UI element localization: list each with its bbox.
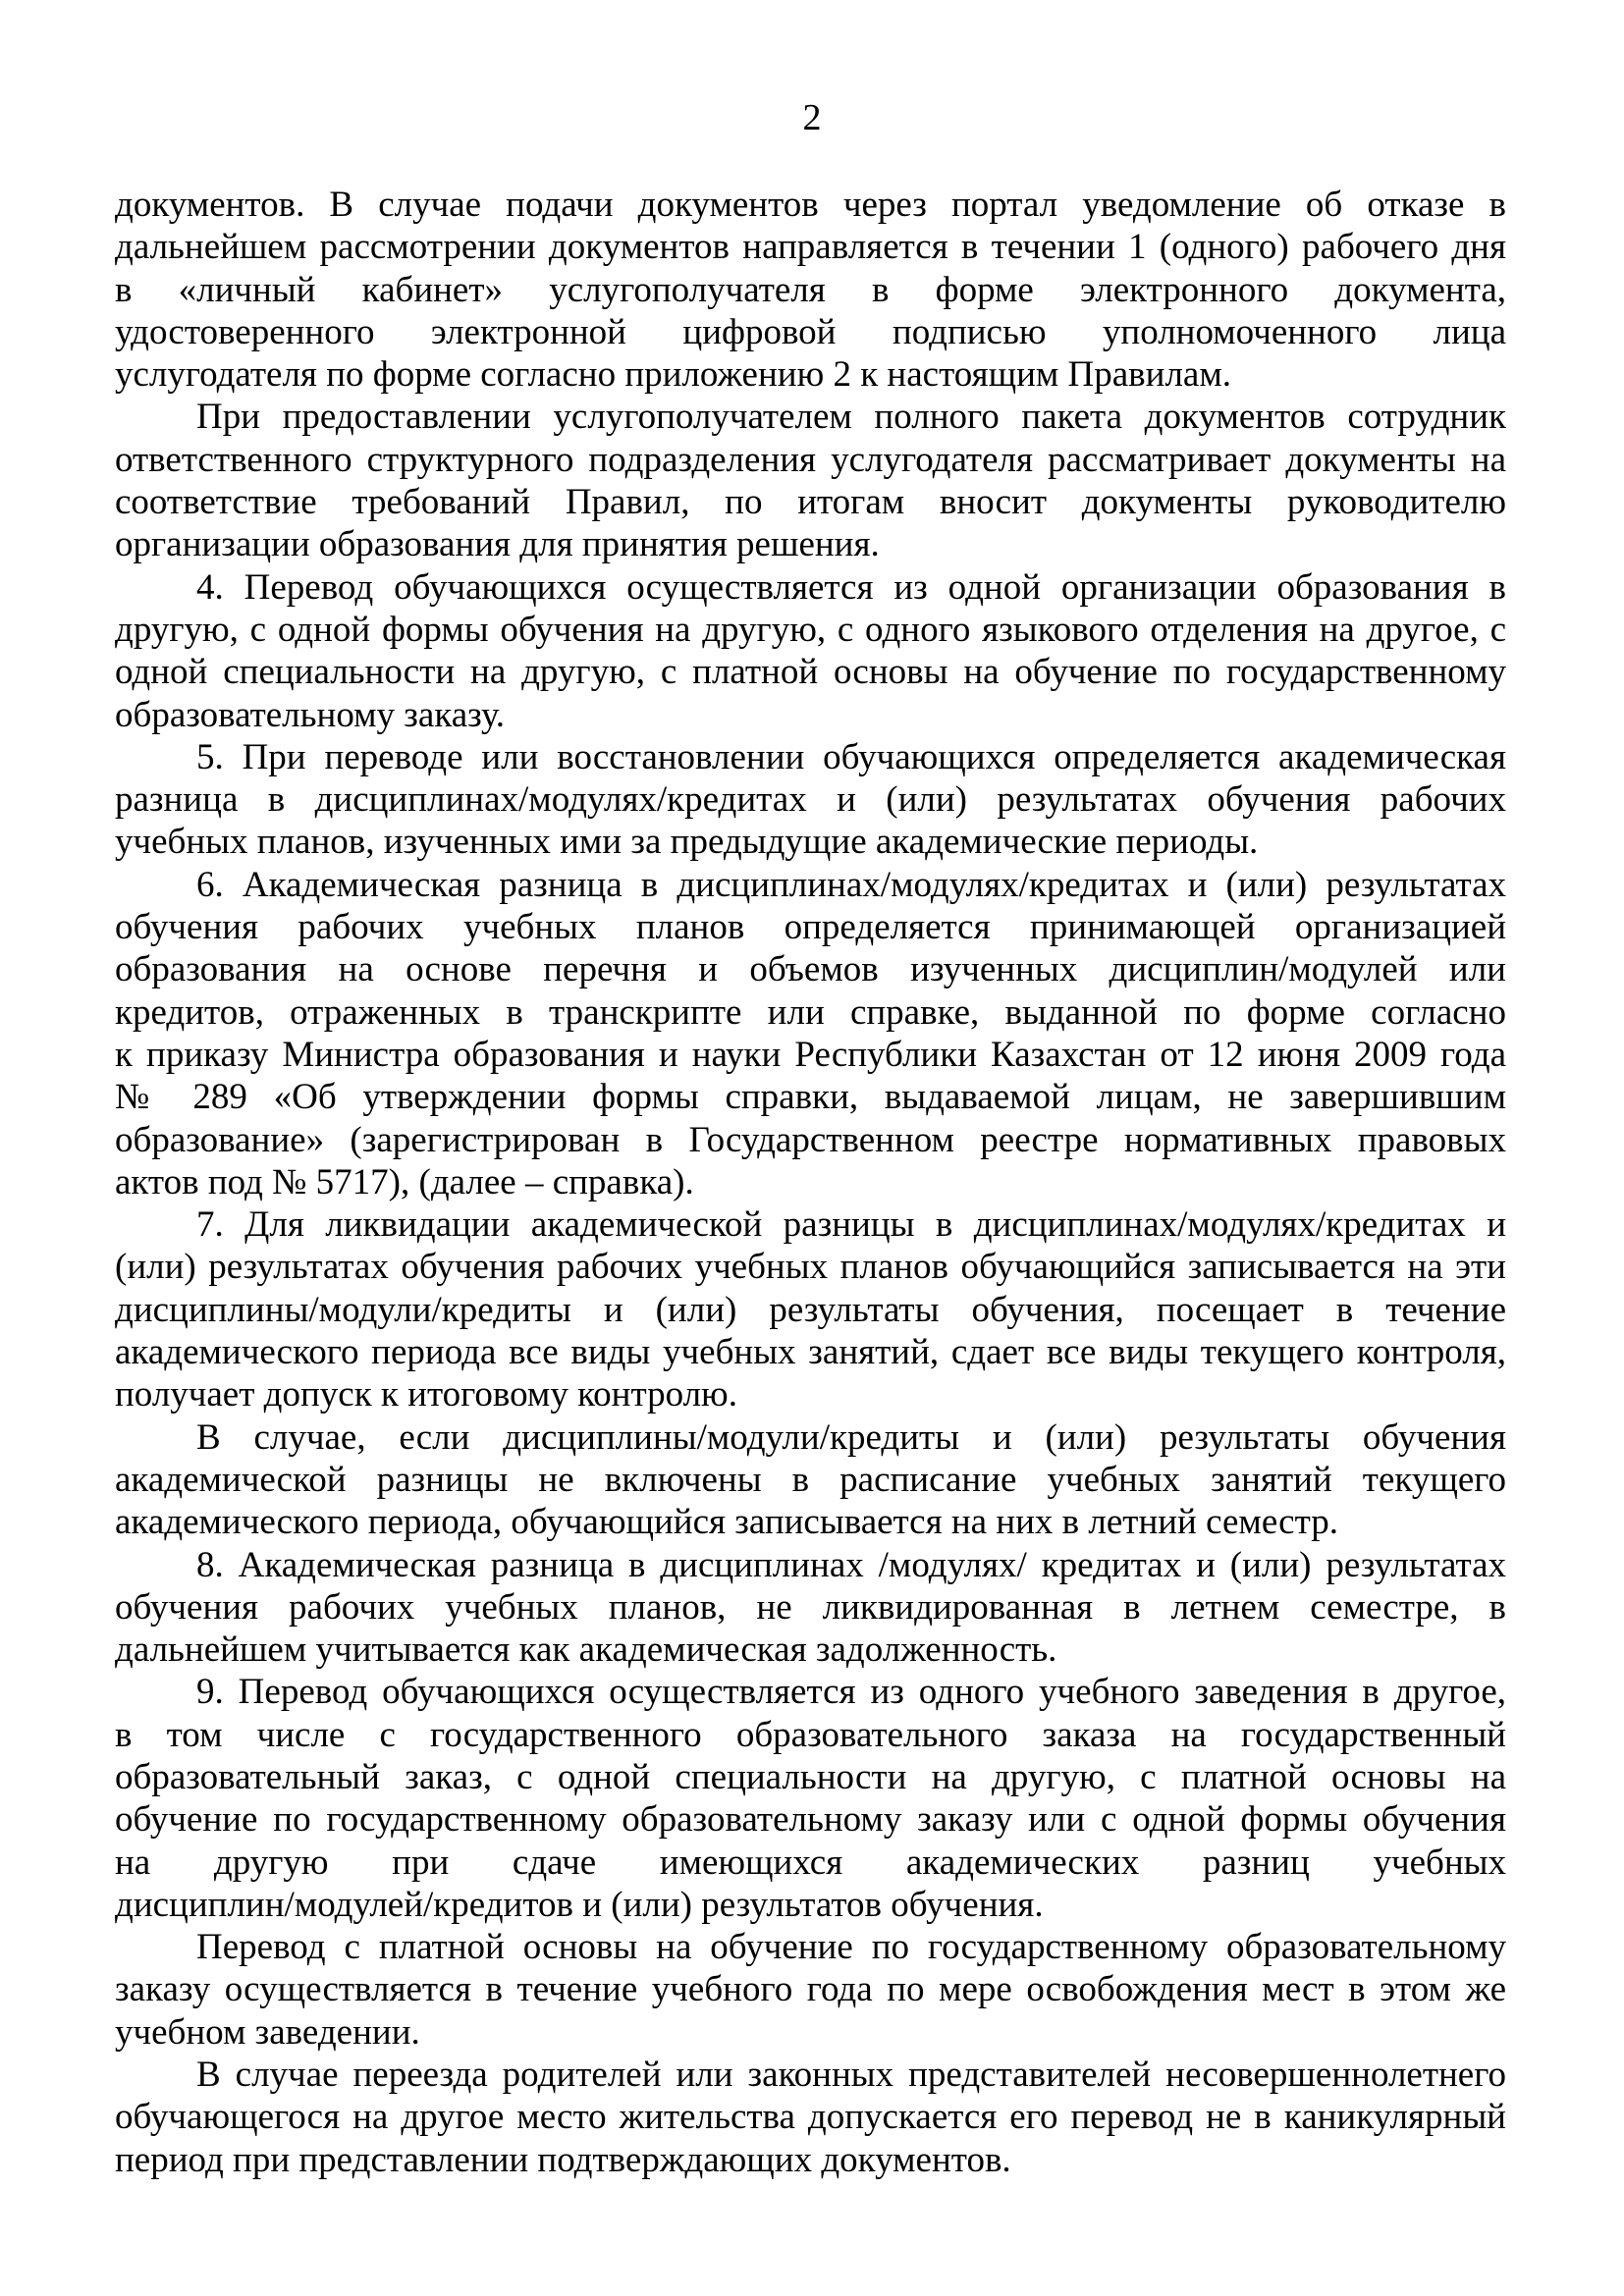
text-line: соответствие требований Правил, по итогам вносит документы руководителю bbox=[115, 482, 1506, 523]
paragraph bbox=[115, 566, 1506, 736]
paragraph bbox=[115, 1671, 1506, 1926]
text-line: академической разницы не включены в расписание учебных занятий текущего bbox=[115, 1459, 1506, 1500]
text-line: одной специальности на другую, с платной основы на обучение по государственному bbox=[115, 652, 1506, 693]
text-line: 4. Перевод обучающихся осуществляется из одной организации образования в bbox=[196, 566, 1506, 608]
text-line: образования на основе перечня и объемов изученных дисциплин/модулей или bbox=[115, 949, 1506, 990]
paragraph bbox=[115, 2054, 1506, 2181]
text-line: № 289 «Об утверждении формы справки, выдаваемой лицам, не завершившим bbox=[115, 1077, 1506, 1118]
text-line: В случае переезда родителей или законных представителей несовершеннолетнего bbox=[196, 2055, 1506, 2096]
page-number: 2 bbox=[802, 97, 822, 138]
paragraph bbox=[115, 1416, 1506, 1544]
text-line: образовательному заказу. bbox=[115, 694, 506, 735]
text-line: академического периода, обучающийся записывается на них в летний семестр. bbox=[115, 1502, 1338, 1543]
text-line: обучение по государственному образовательному заказу или с одной формы обучения bbox=[115, 1799, 1506, 1841]
text-line: кредитов, отраженных в транскрипте или справке, выданной по форме согласно bbox=[115, 991, 1506, 1033]
text-line: обучения рабочих учебных планов, не ликвидированная в летнем семестре, в bbox=[115, 1586, 1506, 1628]
text-line: образование» (зарегистрирован в Государственном реестре нормативных правовых bbox=[115, 1119, 1506, 1160]
text-line: другую, с одной формы обучения на другую, с одного языкового отделения на другое, с bbox=[115, 609, 1506, 650]
text-line: удостоверенного электронной цифровой подписью уполномоченного лица bbox=[115, 311, 1506, 352]
text-line: академического периода все виды учебных занятий, сдает все виды текущего контроля, bbox=[115, 1332, 1506, 1373]
text-line: период при представлении подтверждающих документов. bbox=[115, 2139, 1011, 2180]
text-line: дальнейшем учитывается как академическая задолженность. bbox=[115, 1629, 1057, 1671]
paragraph bbox=[115, 1544, 1506, 1672]
text-line: дальнейшем рассмотрении документов направляется в течении 1 (одного) рабочего дня bbox=[115, 227, 1506, 268]
paragraph bbox=[115, 864, 1506, 1203]
text-line: разница в дисциплинах/модулях/кредитах и (или) результатах обучения рабочих bbox=[115, 779, 1506, 821]
paragraph bbox=[115, 396, 1506, 565]
text-line: на другую при сдаче имеющихся академических разниц учебных bbox=[115, 1842, 1506, 1883]
text-line: получает допуск к итоговому контролю. bbox=[115, 1374, 737, 1415]
text-line: заказу осуществляется в течение учебного года по мере освобождения мест в этом же bbox=[115, 1969, 1506, 2010]
text-line: обучения рабочих учебных планов определяется принимающей организацией bbox=[115, 907, 1506, 948]
paragraph bbox=[115, 1203, 1506, 1415]
text-line: документов. В случае подачи документов через портал уведомление об отказе в bbox=[115, 185, 1506, 225]
text-line: 5. При переводе или восстановлении обучающихся определяется академическая bbox=[196, 736, 1506, 777]
text-line: ответственного структурного подразделения услугодателя рассматривает документы на bbox=[115, 439, 1506, 480]
text-line: к приказу Министра образования и науки Республики Казахстан от 12 июня 2009 года bbox=[115, 1034, 1506, 1075]
text-line: в «личный кабинет» услугополучателя в форме электронного документа, bbox=[115, 269, 1506, 310]
text-line: актов под № 5717), (далее – справка). bbox=[115, 1161, 694, 1202]
paragraph bbox=[115, 1926, 1506, 2054]
text-line: дисциплин/модулей/кредитов и (или) результатов обучения. bbox=[115, 1884, 1044, 1925]
text-line: 8. Академическая разница в дисциплинах /модулях/ кредитах и (или) результатах bbox=[196, 1544, 1506, 1585]
text-line: При предоставлении услугополучателем полного пакета документов сотрудник bbox=[196, 397, 1506, 438]
text-line: образовательный заказ, с одной специальности на другую, с платной основы на bbox=[115, 1756, 1506, 1797]
document-body bbox=[115, 184, 1506, 2181]
text-line: 7. Для ликвидации академической разницы в дисциплинах/модулях/кредитах и bbox=[196, 1204, 1506, 1246]
text-line: (или) результатах обучения рабочих учебных планов обучающийся записывается на эти bbox=[115, 1247, 1506, 1288]
text-line: В случае, если дисциплины/модули/кредиты и (или) результаты обучения bbox=[196, 1416, 1506, 1458]
text-line: организации образования для принятия решения. bbox=[115, 524, 880, 565]
paragraph bbox=[115, 736, 1506, 864]
text-line: 6. Академическая разница в дисциплинах/модулях/кредитах и (или) результатах bbox=[196, 864, 1506, 905]
text-line: дисциплины/модули/кредиты и (или) результаты обучения, посещает в течение bbox=[115, 1289, 1506, 1330]
text-line: учебном заведении. bbox=[115, 2011, 420, 2053]
text-line: 9. Перевод обучающихся осуществляется из одного учебного заведения в другое, bbox=[196, 1672, 1506, 1713]
paragraph bbox=[115, 184, 1506, 396]
text-line: обучающегося на другое место жительства допускается его перевод не в каникулярный bbox=[115, 2097, 1506, 2138]
text-line: учебных планов, изученных ими за предыдущие академические периоды. bbox=[115, 822, 1259, 863]
text-line: Перевод с платной основы на обучение по государственному образовательному bbox=[196, 1927, 1506, 1968]
text-line: услугодателя по форме согласно приложению 2 к настоящим Правилам. bbox=[115, 354, 1231, 396]
text-line: в том числе с государственного образовательного заказа на государственный bbox=[115, 1714, 1506, 1755]
